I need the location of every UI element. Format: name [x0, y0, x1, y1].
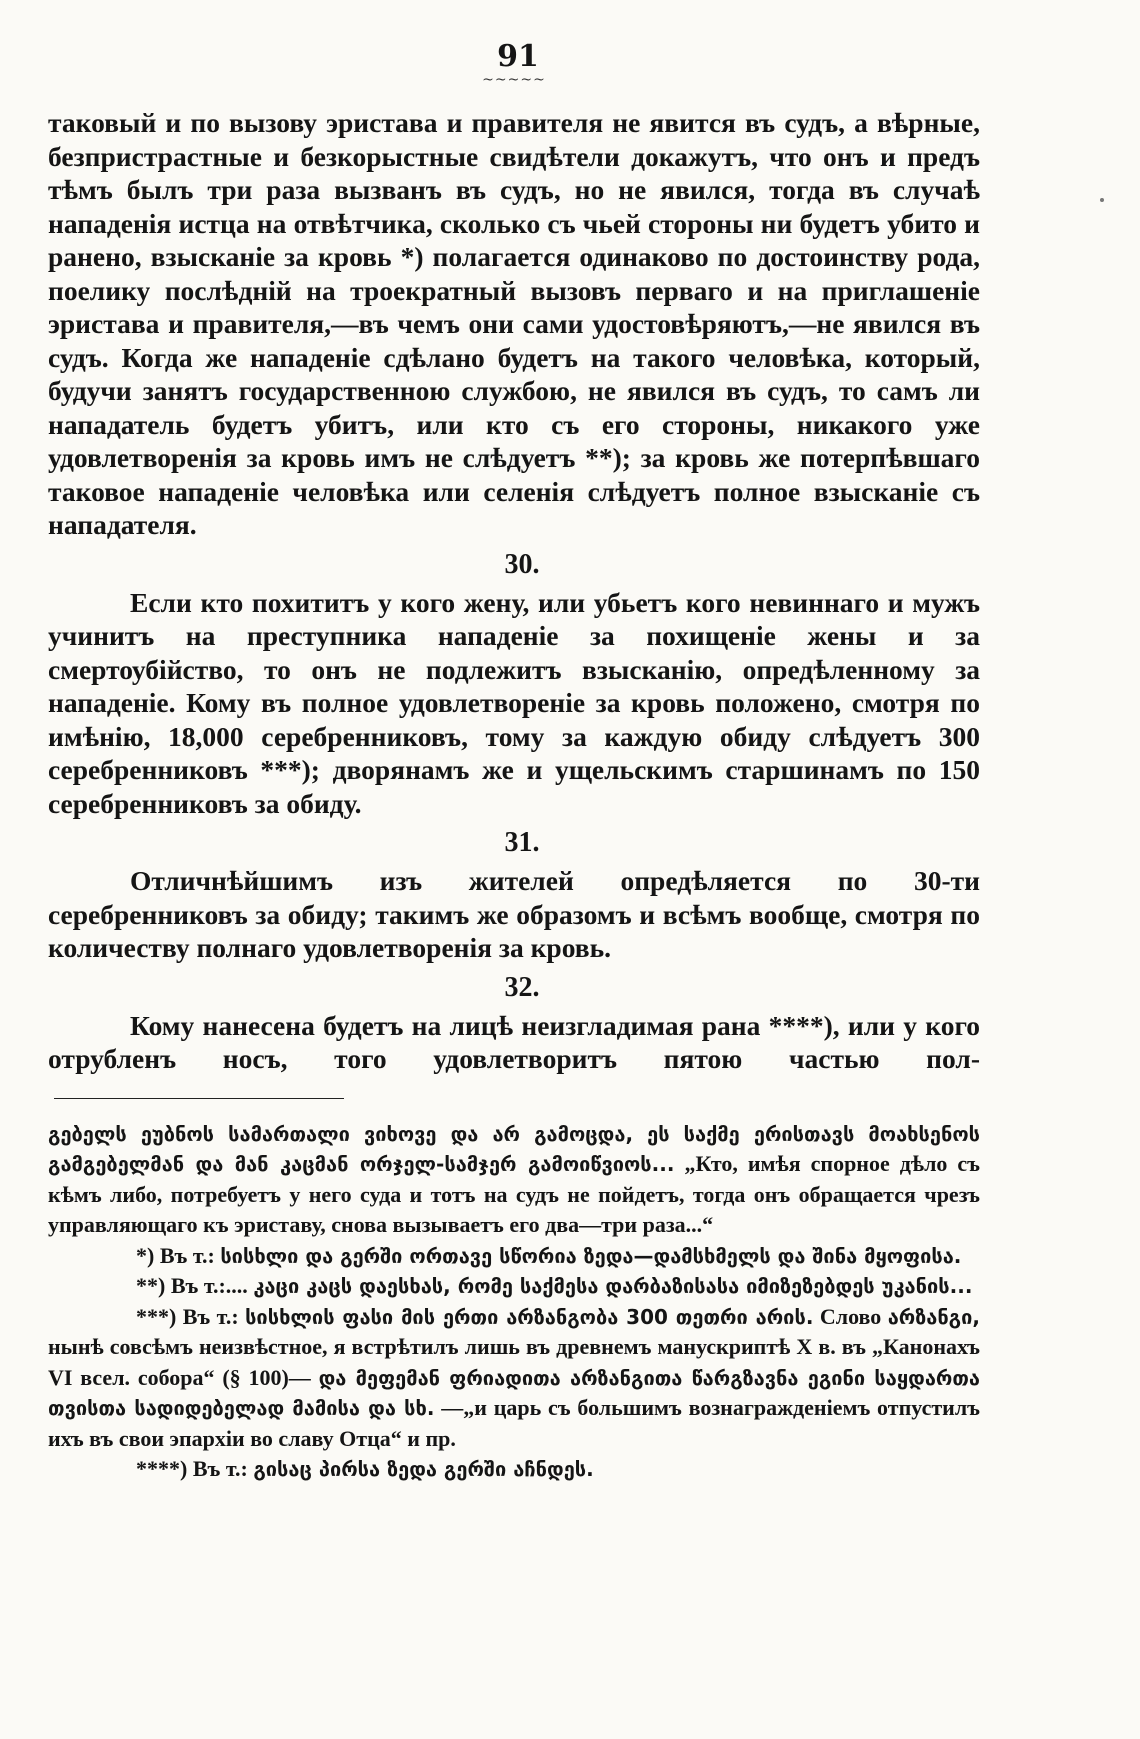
section-number-32: 32.: [504, 971, 540, 1003]
footnote-continuation-russian: „Кто, имѣя спорное дѣло съ кѣмъ либо, потребуетъ у него суда и тотъ на судъ не пойдетъ, тогда онъ обращается чрезъ управляющаго къ эриставу, снова вызываетъ его два—три раза...“: [48, 1151, 980, 1237]
footnote-3-russian-c: —„и царь съ большимъ вознагражденіемъ отпустилъ ихъ въ свои эпархіи во славу Отца“ и пр.: [48, 1395, 980, 1451]
footnote-continuation: [48, 1119, 980, 1241]
footnote-3-georgian-c: და მეფემან ფრიადითა არზანგითა წარგზავნა ეგინი საყდართა თვისთა სადიდებელად მამისა და სხ.: [48, 1365, 981, 1420]
footnotes: [48, 1119, 980, 1485]
footnote-4: [48, 1454, 980, 1485]
footnote-2: [48, 1271, 980, 1302]
section-31-text: Отличнѣйшимъ изъ жителей опредѣляется по 30-ти серебренниковъ за обиду; такимъ же образомъ и всѣмъ вообще, смотря по количеству полнаго удовлетворенія за кровь.: [48, 865, 980, 963]
section-number-31: 31.: [504, 827, 540, 858]
footnote-4-georgian: გისაც პირსა ზედა გერში აჩნდეს.: [253, 1457, 594, 1481]
footnote-2-georgian: კაცი კაცს დაესხას, რომე საქმესა დარბაზისასა იმიზეზებდეს უკანის...: [253, 1274, 973, 1298]
section-32-text: Кому нанесена будетъ на лицѣ неизгладимая рана ****), или у кого отрубленъ носъ, того удовлетворитъ пятою частью пол-: [48, 1009, 980, 1074]
footnote-3-russian-b: нынѣ совсѣмъ неизвѣстное, я встрѣтилъ лишь въ древнемъ манускриптѣ X в. въ „Канонахъ VI всел. собора“ (§ 100)—: [48, 1334, 980, 1390]
footnote-3-mark: ***) Въ т.:: [136, 1303, 239, 1329]
main-text: [48, 106, 980, 1076]
page-number-ornament: ~~~~~: [482, 72, 546, 88]
footnote-3-russian-a: Слово: [819, 1303, 882, 1329]
footnote-continuation-georgian: გებელს ეუბნოს სამართალი ვიხოვე და არ გამოცდა, ეს საქმე ერისთავს მოახსენოს გამგებელმან და მან კაცმან ორჯელ-სამჯერ გამოიწვიოს...: [48, 1121, 980, 1176]
footnote-separator: [54, 1098, 344, 1099]
section-30-text: Если кто похититъ у кого жену, или убьетъ кого невиннаго и мужъ учинитъ на преступника нападеніе за похищеніе жены и за смертоубійство, то онъ не подлежитъ взысканію, опредѣленному за нападеніе. Кому въ полное удовлетвореніе за кровь положено, смотря по имѣнію, 18,000 серебренниковъ, тому за каждую обиду слѣдуетъ 300 серебренниковъ ***); дворянамъ же и ущельскимъ старшинамъ по 150 серебренниковъ за обиду.: [48, 586, 980, 819]
footnote-3-georgian-b: არზანგი,: [887, 1304, 980, 1329]
footnote-3: [48, 1302, 980, 1455]
page: [48, 40, 980, 1485]
section-number-30: 30.: [504, 548, 540, 580]
footnote-1: [48, 1241, 980, 1272]
continuation-paragraph: таковый и по вызову эристава и правителя не явится въ судъ, а вѣрные, безпристрастные и безкорыстные свидѣтели докажутъ, что онъ и предъ тѣмъ былъ три раза вызванъ въ судъ, но не явился, тогда въ случаѣ нападенія истца на отвѣтчика, сколько съ чьей стороны ни будетъ убито и ранено, взысканіе за кровь *) полагается одинаково по достоинству рода, поелику послѣдній на троекратный вызовъ перваго и на приглашеніе эристава и правителя,—въ чемъ они сами удостовѣряютъ,—не явился въ судъ. Когда же нападеніе сдѣлано будетъ на такого человѣка, который, будучи занятъ государственною службою, не явился въ судъ, то самъ ли нападатель будетъ убитъ, или кто съ его стороны, никакого уже удовлетворенія за кровь имъ не слѣдуетъ **); за кровь же потерпѣвшаго таковое нападеніе человѣка или селенія слѣдуетъ полное взысканіе съ нападателя.: [48, 107, 980, 540]
footnote-1-mark: *) Въ т.:: [136, 1242, 215, 1268]
footnote-1-georgian: სისხლი და გერში ორთავე სწორია ზედა—დამსხმელს და შინა მყოფისა.: [220, 1243, 962, 1268]
page-number: 91: [497, 39, 539, 74]
footnote-4-mark: ****) Въ т.:: [136, 1456, 248, 1481]
scan-speck: [1100, 198, 1104, 202]
footnote-3-georgian-a: სისხლის ფასი მის ერთი არზანგობა 300 თეთრი არის.: [245, 1304, 814, 1329]
footnote-2-mark: **) Въ т.:....: [136, 1273, 248, 1298]
